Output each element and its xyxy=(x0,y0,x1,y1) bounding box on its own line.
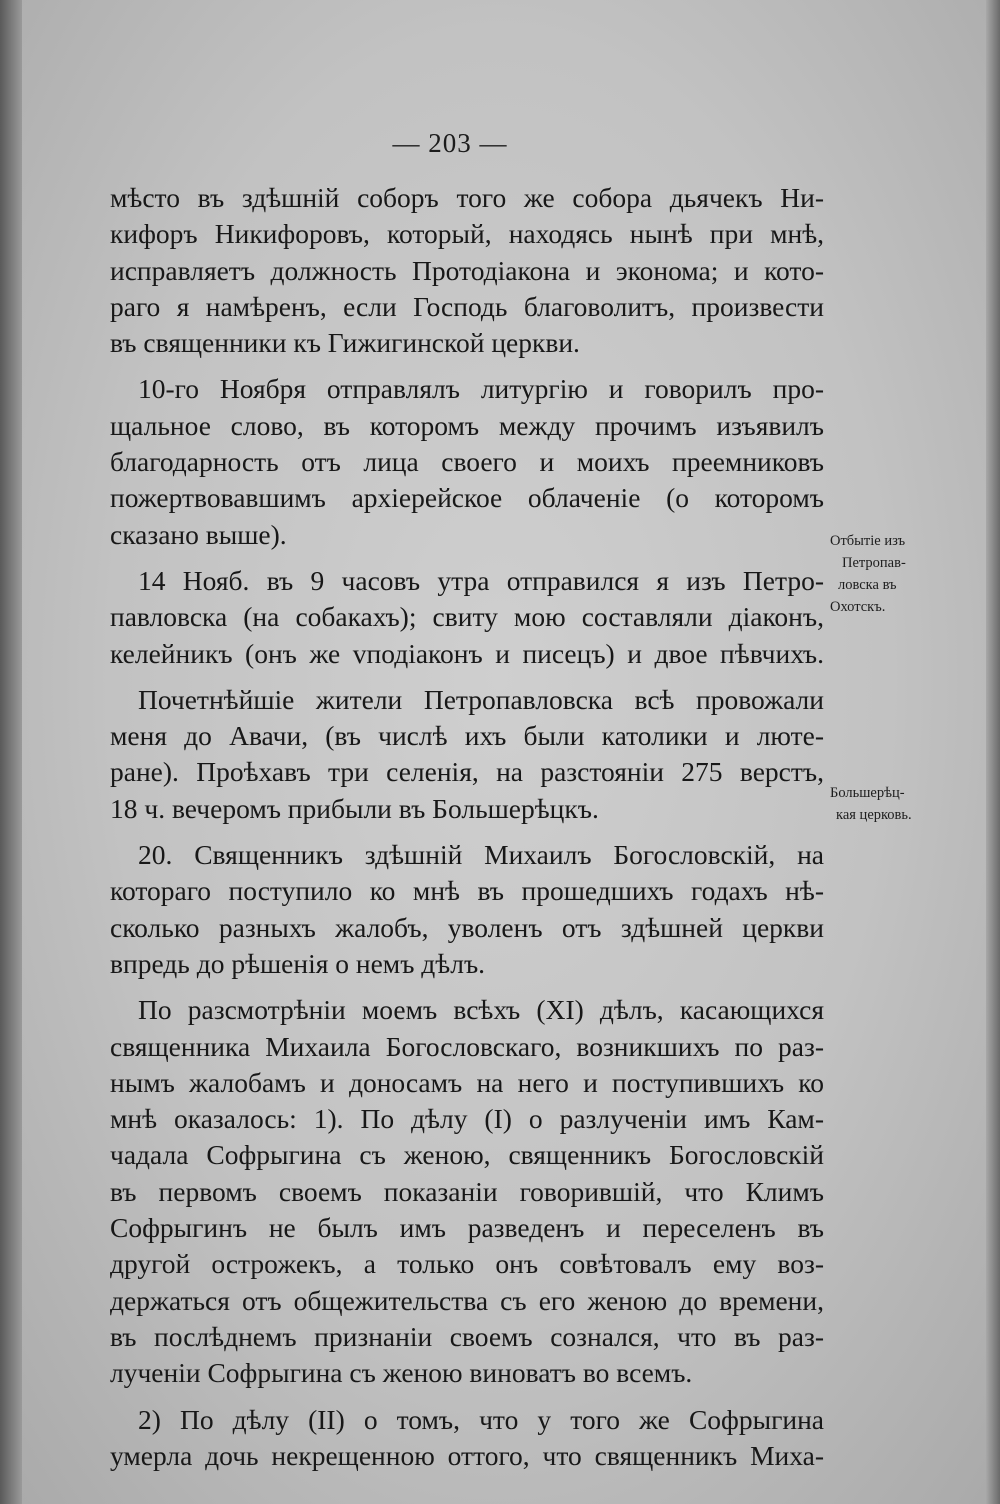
text-line: кифоръ Никифоровъ, который, находясь нынѣ при мнѣ, xyxy=(110,218,824,250)
text-line: другой острожекъ, а только онъ совѣтовалъ ему воз- xyxy=(110,1248,824,1280)
text-line: Софрыгинъ не былъ имъ разведенъ и переселенъ въ xyxy=(110,1212,824,1244)
text-line: щальное слово, въ которомъ между прочимъ изъявилъ xyxy=(110,409,824,441)
text-line: 20. Священникъ здѣшній Михаилъ Богословскій, на xyxy=(138,839,824,871)
paragraph-5 xyxy=(110,837,824,982)
paragraph-6 xyxy=(110,992,824,1391)
paragraph-3 xyxy=(110,563,824,672)
text-line: Почетнѣйшіе жители Петропавловска всѣ провожали xyxy=(138,683,824,715)
text-line: келейникъ (онъ же vподіаконъ и писецъ) и двое пѣвчихъ. xyxy=(110,637,824,669)
paragraph-7 xyxy=(110,1402,824,1475)
text-line: мнѣ оказалось: 1). По дѣлу (I) о разлученіи имъ Кам- xyxy=(110,1103,824,1135)
margin-note-line: кая церковь. xyxy=(836,807,912,823)
text-line: 10-го Ноября отправлялъ литургію и говорилъ про- xyxy=(138,373,824,405)
text-line: раго я намѣренъ, если Господь благоволитъ, произвести xyxy=(110,290,824,322)
text-line: умерла дочь некрещенною оттого, что священникъ Миха- xyxy=(110,1439,824,1471)
paragraph-1 xyxy=(110,180,824,361)
text-line: меня до Авачи, (въ числѣ ихъ были католики и люте- xyxy=(110,720,824,752)
text-line: въ послѣднемъ признаніи своемъ сознался, что въ раз- xyxy=(110,1320,824,1352)
margin-note-line: Отбытіе изъ xyxy=(830,533,906,549)
margin-note-line: Большерѣц- xyxy=(830,785,905,801)
page-left-edge-shadow xyxy=(0,0,22,1504)
text-line: священника Михаила Богословскаго, возникшихъ по раз- xyxy=(110,1030,824,1062)
text-line: исправляетъ должность Протодіакона и эконома; и кото- xyxy=(110,254,824,286)
margin-note-line: Охотскъ. xyxy=(830,599,886,615)
text-line: 2) По дѣлу (II) о томъ, что у того же Софрыгина xyxy=(138,1403,824,1435)
text-line: сколько разныхъ жалобъ, уволенъ отъ здѣшней церкви xyxy=(110,911,824,943)
text-line: 18 ч. вечеромъ прибыли въ Большерѣцкъ. xyxy=(110,792,599,824)
text-line: ране). Проѣхавъ три селенія, на разстояніи 275 верстъ, xyxy=(110,756,824,788)
text-line: нымъ жалобамъ и доносамъ на него и поступившихъ ко xyxy=(110,1066,824,1098)
text-line: въ священники къ Гижигинской церкви. xyxy=(110,327,580,359)
text-line: котораго поступило ко мнѣ въ прошедшихъ годахъ нѣ- xyxy=(110,875,824,907)
text-line: пожертвовавшимъ архіерейское облаченіе (о которомъ xyxy=(110,482,824,514)
page-right-edge-shadow xyxy=(986,0,1000,1504)
text-line: 14 Нояб. въ 9 часовъ утра отправился я изъ Петро- xyxy=(138,564,824,596)
text-line: павловска (на собакахъ); свиту мою составляли діаконъ, xyxy=(110,601,824,633)
text-line: благодарность отъ лица своего и моихъ преемниковъ xyxy=(110,446,824,478)
paragraph-4 xyxy=(110,682,824,827)
text-line: впредь до рѣшенія о немъ дѣлъ. xyxy=(110,947,486,979)
margin-note-departure xyxy=(830,530,940,618)
margin-note-line: Петропав- xyxy=(842,555,906,571)
text-line: мѣсто въ здѣшній соборъ того же собора дьячекъ Ни- xyxy=(110,182,824,213)
paragraph-2 xyxy=(110,371,824,552)
text-line: По разсмотрѣніи моемъ всѣхъ (XI) дѣлъ, касающихся xyxy=(138,994,824,1026)
text-line: сказано выше). xyxy=(110,518,287,550)
margin-note-bolsheretsk-church xyxy=(830,782,940,826)
text-line: въ первомъ своемъ показаніи говорившій, что Климъ xyxy=(110,1175,824,1207)
main-text xyxy=(110,180,824,1484)
page-number: — 203 — xyxy=(392,128,508,158)
text-line: чадала Софрыгина съ женою, священникъ Богословскій xyxy=(110,1139,824,1171)
text-line: держаться отъ общежительства съ его женою до времени, xyxy=(110,1284,824,1316)
margin-note-line: ловска въ xyxy=(838,577,897,593)
text-line: лученіи Софрыгина съ женою виноватъ во всемъ. xyxy=(110,1357,693,1389)
